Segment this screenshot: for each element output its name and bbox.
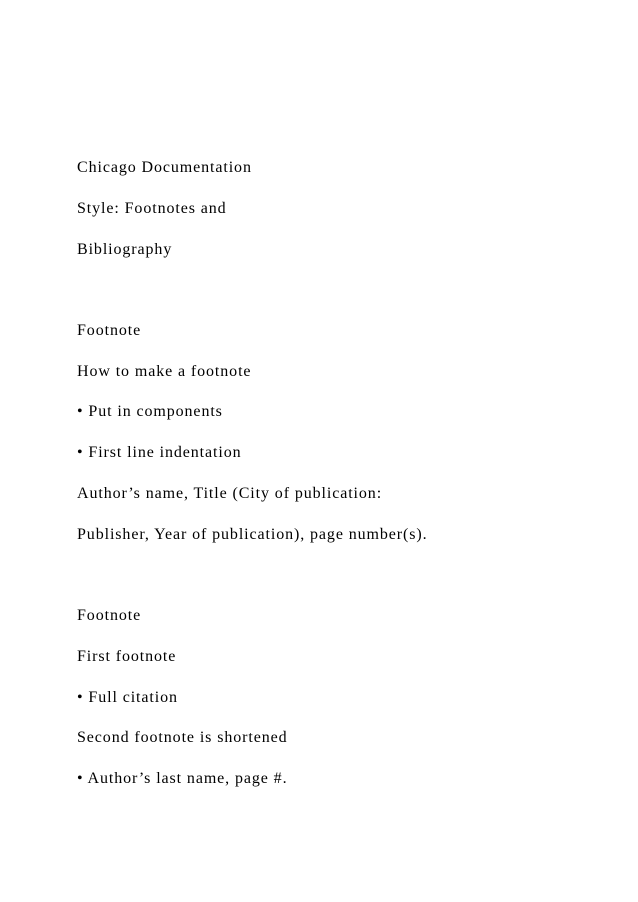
bullet-item: • Full citation xyxy=(77,689,178,706)
text-line: First footnote xyxy=(77,648,177,665)
title-line-1: Chicago Documentation xyxy=(77,159,252,176)
bullet-item: • Put in components xyxy=(77,403,223,420)
text-line: Second footnote is shortened xyxy=(77,729,288,746)
text-line: How to make a footnote xyxy=(77,363,252,380)
text-line: Publisher, Year of publication), page number(s). xyxy=(77,526,428,543)
text-line: Author’s name, Title (City of publication: xyxy=(77,485,383,502)
section-heading-footnote-1: Footnote xyxy=(77,322,142,339)
bullet-item: • First line indentation xyxy=(77,444,242,461)
section-heading-footnote-2: Footnote xyxy=(77,607,142,624)
bullet-item: • Author’s last name, page #. xyxy=(77,770,288,787)
title-line-2: Style: Footnotes and xyxy=(77,200,227,217)
title-line-3: Bibliography xyxy=(77,241,173,258)
